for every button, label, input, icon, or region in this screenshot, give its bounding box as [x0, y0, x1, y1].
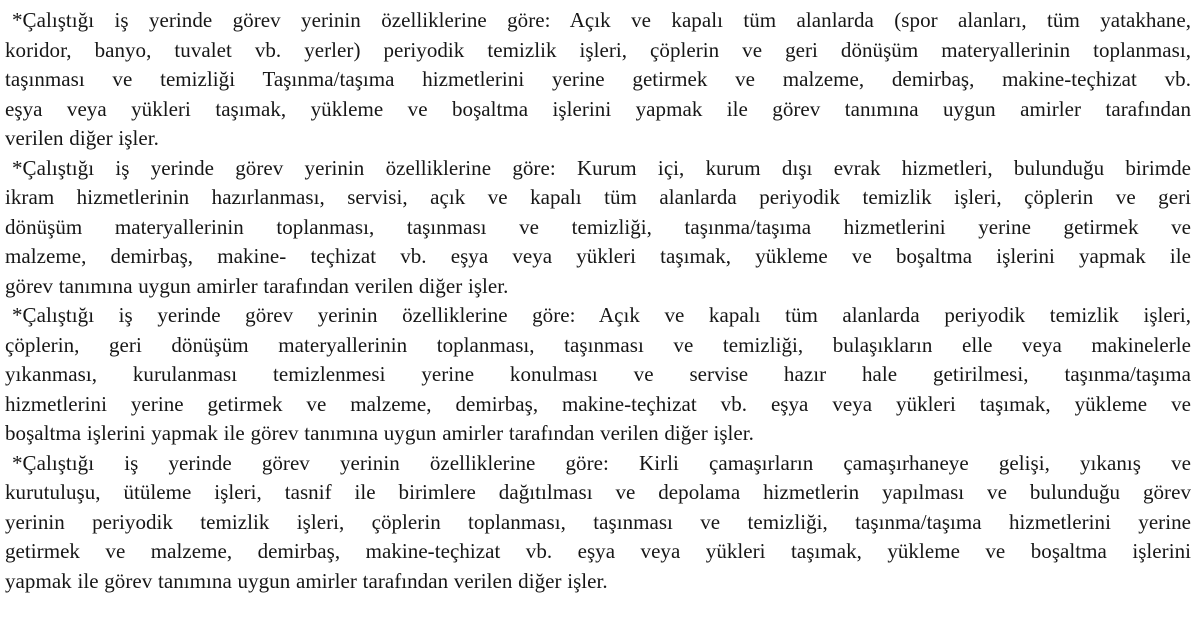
- text-line: *Çalıştığı iş yerinde görev yerinin özelliklerine göre: Açık ve kapalı tüm alanlarda periyodik temizlik işleri,: [12, 303, 1191, 327]
- text-line: koridor, banyo, tuvalet vb. yerler) periyodik temizlik işleri, çöplerin ve geri dönüşüm materyallerinin toplanması,: [5, 37, 1191, 62]
- text-line: yıkanması, kurulanması temizlenmesi yerine konulması ve servise hazır hale getirilmesi, taşınma/taşıma: [5, 362, 1191, 386]
- text-line: ikram hizmetlerinin hazırlanması, servisi, açık ve kapalı tüm alanlarda periyodik temizlik işleri, çöplerin ve geri: [5, 185, 1191, 209]
- text-line: *Çalıştığı iş yerinde görev yerinin özelliklerine göre: Kurum içi, kurum dışı evrak hizmetleri, bulunduğu birimde: [12, 155, 1191, 180]
- text-line: dönüşüm materyallerinin toplanması, taşınması ve temizliği, taşınma/taşıma hizmetlerini yerine getirmek ve: [5, 214, 1191, 239]
- text-line: taşınması ve temizliği Taşınma/taşıma hizmetlerini yerine getirmek ve malzeme, demirbaş, makine-teçhizat vb.: [5, 67, 1191, 91]
- text-line: yapmak ile görev tanımına uygun amirler tarafından verilen diğer işler.: [5, 568, 608, 593]
- text-line: verilen diğer işler.: [5, 126, 159, 150]
- text-line: hizmetlerini yerine getirmek ve malzeme, demirbaş, makine-teçhizat vb. eşya veya yükleri taşımak, yükleme ve: [5, 391, 1191, 416]
- paragraph-duty-description-1: [5, 6, 1191, 154]
- text-line: malzeme, demirbaş, makine- teçhizat vb. eşya veya yükleri taşımak, yükleme ve boşaltma işlerini yapmak ile: [5, 244, 1191, 268]
- text-line: kurutuluşu, ütüleme işleri, tasnif ile birimlere dağıtılması ve depolama hizmetlerin yapılması ve bulunduğu görev: [5, 480, 1191, 504]
- text-line: çöplerin, geri dönüşüm materyallerinin toplanması, taşınması ve temizliği, bulaşıkların elle veya makinelerle: [5, 332, 1191, 357]
- text-line: yerinin periyodik temizlik işleri, çöplerin toplanması, taşınması ve temizliği, taşınma/taşıma hizmetlerini yerine: [5, 509, 1191, 534]
- paragraph-duty-description-3: [5, 301, 1191, 449]
- text-line: boşaltma işlerini yapmak ile görev tanımına uygun amirler tarafından verilen diğer işler.: [5, 421, 754, 445]
- paragraph-duty-description-4: [5, 449, 1191, 597]
- text-line: getirmek ve malzeme, demirbaş, makine-teçhizat vb. eşya veya yükleri taşımak, yükleme ve boşaltma işlerini: [5, 539, 1191, 563]
- text-line: görev tanımına uygun amirler tarafından verilen diğer işler.: [5, 273, 509, 298]
- text-line: eşya veya yükleri taşımak, yükleme ve boşaltma işlerini yapmak ile görev tanımına uygun amirler tarafından: [5, 96, 1191, 121]
- text-line: *Çalıştığı iş yerinde görev yerinin özelliklerine göre: Kirli çamaşırların çamaşırhaneye gelişi, yıkanış ve: [12, 450, 1191, 475]
- paragraph-duty-description-2: [5, 154, 1191, 302]
- text-line: *Çalıştığı iş yerinde görev yerinin özelliklerine göre: Açık ve kapalı tüm alanlarda (spor alanları, tüm yatakhane,: [12, 8, 1191, 32]
